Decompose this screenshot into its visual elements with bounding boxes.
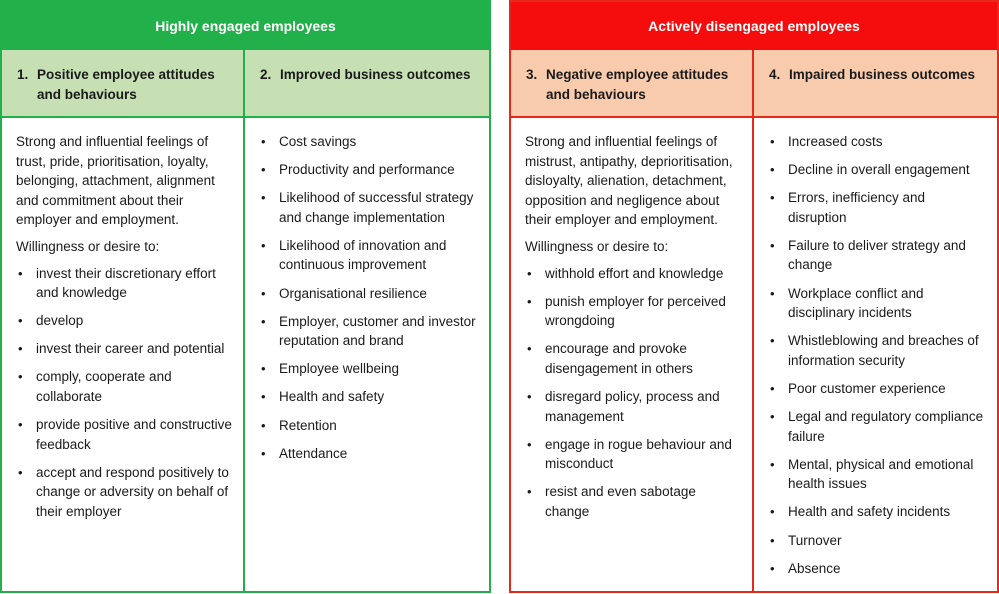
improved-outcomes-heading [245, 50, 489, 118]
bullet-icon: • [261, 361, 266, 377]
list-item: • Increased costs [768, 132, 987, 152]
heading-text: Impaired business outcomes [789, 67, 976, 82]
bullet-icon: • [18, 265, 23, 281]
impaired-outcomes-heading [754, 50, 997, 118]
list-item: • Retention [259, 416, 479, 436]
list-item: • Errors, inefficiency and disruption [770, 190, 926, 225]
list-item: • Mental, physical and emotional health issues [770, 456, 974, 492]
bullet-icon: • [261, 417, 266, 433]
bullet-icon: • [770, 409, 775, 425]
engaged-title: Highly engaged employees [2, 2, 489, 50]
list-item: • Health and safety incidents [768, 502, 987, 522]
bullet-icon: • [18, 417, 23, 433]
list-item: • Employer, customer and investor reputation and brand [261, 313, 476, 349]
bullet-icon: • [770, 134, 775, 149]
impaired-outcomes-column [754, 50, 997, 591]
list-item: • accept and respond positively to change or adversity on behalf of their employer [18, 464, 229, 519]
bullet-icon: • [261, 285, 266, 301]
list-item: • Likelihood of innovation and continuous improvement [261, 237, 447, 273]
bullet-icon: • [18, 464, 23, 480]
bullet-icon: • [770, 380, 775, 396]
list-item: • Organisational resilience [259, 284, 479, 304]
list-item: • resist and even sabotage change [527, 484, 696, 519]
positive-attitudes-column [2, 50, 245, 591]
list-item: • Workplace conflict and disciplinary incidents [770, 285, 924, 321]
bullet-icon: • [770, 162, 775, 178]
bullet-icon: • [770, 190, 775, 206]
improved-outcomes-column [245, 50, 489, 591]
heading-text: Positive employee attitudes and behaviours [37, 67, 215, 102]
list-item: • invest their discretionary effort and knowledge [18, 265, 216, 301]
positive-willingness: Willingness or desire to: [16, 238, 160, 254]
heading-number: 4. [769, 67, 781, 82]
list-item: • disregard policy, process and management [527, 389, 720, 424]
list-item: • Legal and regulatory compliance failure [770, 409, 984, 444]
bullet-icon: • [261, 134, 266, 149]
list-item: • Employee wellbeing [259, 359, 479, 379]
list-item: • Likelihood of successful strategy and change implementation [261, 190, 474, 225]
bullet-icon: • [261, 162, 266, 178]
bullet-icon: • [18, 313, 23, 329]
list-item: • Poor customer experience [768, 379, 987, 399]
bullet-icon: • [527, 293, 532, 309]
bullet-icon: • [261, 190, 266, 206]
heading-text: Improved business outcomes [280, 67, 471, 82]
bullet-icon: • [770, 237, 775, 253]
list-item: • comply, cooperate and collaborate [18, 369, 172, 405]
negative-attitudes-heading [511, 50, 752, 118]
disengaged-panel [509, 0, 999, 593]
list-item: • develop [16, 311, 233, 331]
list-item: • provide positive and constructive feedback [18, 417, 232, 452]
bullet-icon: • [527, 389, 532, 405]
bullet-icon: • [261, 313, 266, 329]
bullet-icon: • [261, 389, 266, 405]
list-item: • Cost savings [259, 132, 479, 152]
bullet-icon: • [770, 285, 775, 301]
list-item: • Whistleblowing and breaches of information security [770, 333, 979, 368]
list-item: • Productivity and performance [259, 160, 479, 180]
list-item: • Health and safety [259, 387, 479, 407]
heading-number: 2. [260, 67, 272, 82]
heading-number: 3. [526, 67, 538, 82]
positive-intro: Strong and influential feelings of trust, pride, prioritisation, loyalty, belonging, attachment, alignment and commitment about their employer and employment. [16, 134, 215, 228]
list-item: • withhold effort and knowledge [525, 264, 742, 284]
negative-willingness: Willingness or desire to: [525, 238, 669, 254]
bullet-icon: • [18, 369, 23, 385]
bullet-icon: • [527, 341, 532, 357]
negative-intro: Strong and influential feelings of mistrust, antipathy, deprioritisation, disloyalty, alienation, detachment, opposition and negligence about their employer and employment. [525, 134, 733, 228]
list-item: • Decline in overall engagement [768, 160, 987, 180]
bullet-icon: • [18, 341, 23, 357]
disengaged-title: Actively disengaged employees [511, 2, 997, 50]
list-item: • engage in rogue behaviour and misconduct [527, 436, 732, 472]
bullet-icon: • [770, 532, 775, 548]
bullet-icon: • [527, 484, 532, 500]
engaged-panel [0, 0, 491, 593]
list-item: • Attendance [259, 444, 479, 464]
list-item: • encourage and provoke disengagement in others [527, 341, 693, 376]
bullet-icon: • [770, 333, 775, 349]
bullet-icon: • [770, 560, 775, 576]
bullet-icon: • [261, 445, 266, 461]
heading-text: Negative employee attitudes and behaviours [546, 67, 729, 102]
bullet-icon: • [527, 436, 532, 452]
bullet-icon: • [527, 265, 532, 281]
list-item: • Absence [768, 559, 987, 579]
list-item: • invest their career and potential [16, 339, 233, 359]
negative-attitudes-column [511, 50, 754, 591]
positive-attitudes-heading [2, 50, 243, 118]
bullet-icon: • [770, 504, 775, 520]
heading-number: 1. [17, 67, 29, 82]
list-item: • Turnover [768, 531, 987, 551]
list-item: • Failure to deliver strategy and change [770, 237, 966, 273]
list-item: • punish employer for perceived wrongdoing [527, 293, 726, 329]
bullet-icon: • [261, 237, 266, 253]
bullet-icon: • [770, 456, 775, 472]
